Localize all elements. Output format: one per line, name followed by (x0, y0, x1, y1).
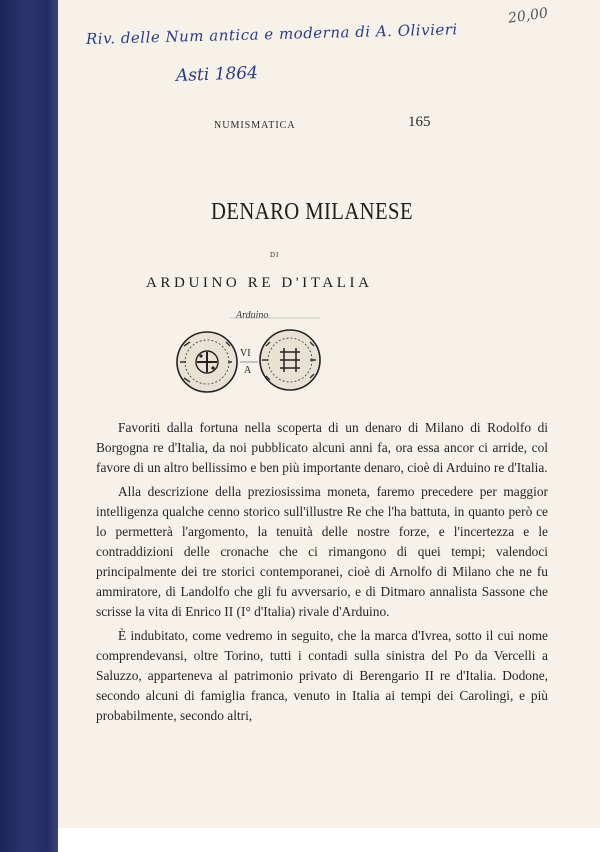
page-bottom-margin (58, 828, 600, 852)
coin-reverse (260, 330, 320, 390)
coin-mark-top: VI (240, 348, 251, 359)
figure-caption: Arduino (236, 310, 269, 321)
coin-illustration (170, 316, 350, 398)
handwritten-note-source: Riv. delle Num antica e moderna di A. Olivieri (85, 20, 458, 48)
coin-obverse (177, 332, 237, 392)
page-number: 165 (408, 114, 431, 130)
handwritten-note-place-year: Asti 1864 (175, 63, 259, 86)
paragraph-1: Favoriti dalla fortuna nella scoperta di un denaro di Milano di Rodolfo di Borgogna re d'Italia, da noi pubblicato alcuni anni fa, ora essa ancor ci arride, col favore di un altro bellissimo e ben più importante denaro, cioè di Arduino re d'Italia. (96, 420, 548, 475)
coin-mark-bottom: A (244, 365, 252, 376)
book-spine-binding (0, 0, 58, 852)
article-title: DENARO MILANESE (211, 199, 414, 225)
title-connector: DI (270, 251, 280, 259)
article-body (96, 418, 548, 730)
paragraph-2: Alla descrizione della preziosissima moneta, faremo precedere per maggior intelligenza qualche cenno storico sull'illustre Re che l'ha battuta, in quanto però ce lo permetterà l'argomento, la tenuità delle nostre forze, e l'incertezza e le contraddizioni delle cronache che ci rimangono di quei tempi; valendoci principalmente dei tre storici contemporanei, cioè di Arnolfo di Milano che ne fu ammiratore, di Landolfo che gli fu avversario, e di Ditmaro annalista Sassone che scrisse la vita di Enrico II (I° d'Italia) rivale d'Arduino. (96, 484, 548, 619)
paragraph-3: È indubitato, come vedremo in seguito, che la marca d'Ivrea, sotto il cui nome comprendevansi, oltre Torino, tutti i contadi sulla sinistra del Po da Vercelli a Saluzzo, apparteneva al patrimonio privato di Berengario II re d'Italia. Dodone, secondo alcuni di famiglia franca, venuto in Italia ai tempi dei Carolingi, e più probabilmente, secondo altri, (96, 628, 548, 723)
running-header-title: NUMISMATICA (214, 120, 296, 131)
article-subtitle: ARDUINO RE D'ITALIA (146, 275, 373, 291)
handwritten-price: 20,00 (507, 5, 550, 27)
